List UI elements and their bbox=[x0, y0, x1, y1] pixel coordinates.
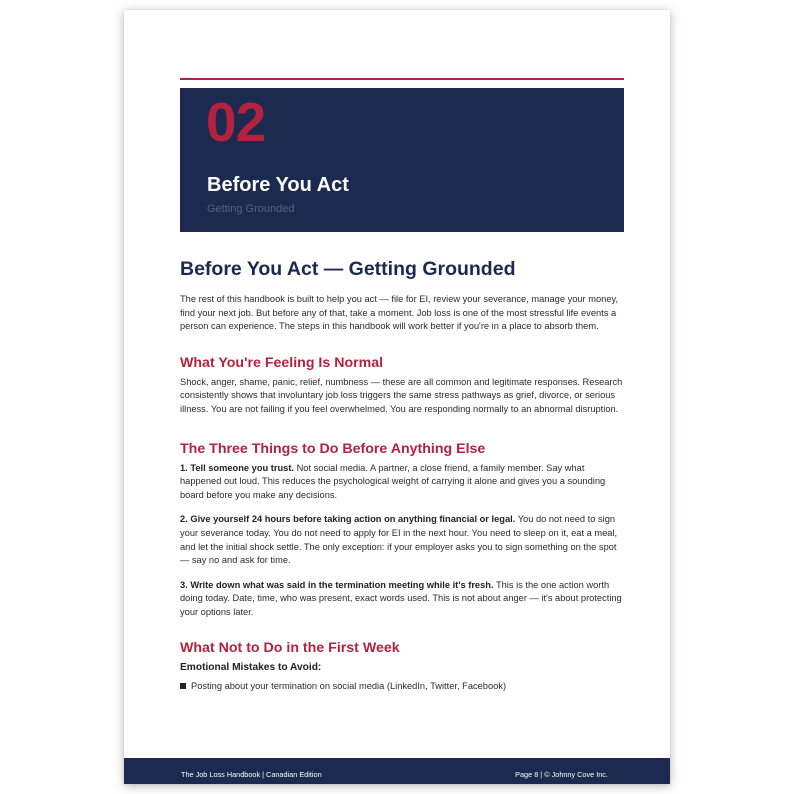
section-heading-first-week: What Not to Do in the First Week bbox=[180, 639, 400, 656]
chapter-title: Before You Act bbox=[207, 174, 349, 196]
chapter-banner bbox=[180, 88, 624, 232]
step-body: Not social media. A partner, a close friend, a family member. Say what happened out loud. This reduces the psychological weight of carrying it alone and gives you a sounding board before you make any decisions. bbox=[180, 462, 606, 500]
intro-paragraph: The rest of this handbook is built to help you act — file for EI, review your severance, manage your money, find your next job. But before any of that, take a moment. Job loss is one of the most stressful life events a person can experience. The steps in this handbook will work better if you're in a place to absorb them. bbox=[180, 294, 619, 332]
page-content bbox=[180, 257, 628, 693]
list-item bbox=[180, 680, 628, 694]
step-item bbox=[180, 513, 628, 567]
step-item bbox=[180, 462, 628, 503]
step-lead: 2. Give yourself 24 hours before taking action on anything financial or legal. bbox=[180, 514, 516, 525]
footer-book-title: The Job Loss Handbook | Canadian Edition bbox=[181, 770, 322, 779]
chapter-subtitle: Getting Grounded bbox=[207, 203, 295, 215]
subheading-emotional-mistakes: Emotional Mistakes to Avoid: bbox=[180, 661, 322, 673]
footer-page-info: Page 8 | © Johnny Cove Inc. bbox=[515, 770, 608, 779]
section-heading-feelings: What You're Feeling Is Normal bbox=[180, 354, 384, 371]
step-item bbox=[180, 579, 628, 620]
document-page bbox=[124, 10, 670, 784]
step-lead: 1. Tell someone you trust. bbox=[180, 462, 294, 473]
page-title: Before You Act — Getting Grounded bbox=[180, 258, 516, 280]
top-rule-divider bbox=[180, 78, 624, 80]
step-body: This is the one action worth doing today. Date, time, who was present, exact words used. This is not about anger — it's about protecting your options later. bbox=[180, 579, 622, 617]
list-item-text: Posting about your termination on social media (LinkedIn, Twitter, Facebook) bbox=[191, 680, 507, 691]
feelings-paragraph: Shock, anger, shame, panic, relief, numbness — these are all common and legitimate responses. Research consistently shows that involuntary job loss triggers the same stress pathways as grief, divorce, or serious illness. You are not failing if you feel overwhelmed. You are responding normally to an abnormal disruption. bbox=[180, 376, 623, 414]
section-heading-three-things: The Three Things to Do Before Anything Else bbox=[180, 440, 486, 457]
step-lead: 3. Write down what was said in the termination meeting while it's fresh. bbox=[180, 579, 494, 590]
chapter-number: 02 bbox=[206, 91, 266, 153]
step-body: You do not need to sign your severance today. You do not need to apply for EI in the next hour. You need to sleep on it, eat a meal, and let the initial shock settle. The only exception: if your employer asks you to sign something on the spot — say no and ask for time. bbox=[180, 514, 618, 566]
page-footer bbox=[124, 758, 670, 784]
square-bullet-icon bbox=[180, 683, 186, 689]
